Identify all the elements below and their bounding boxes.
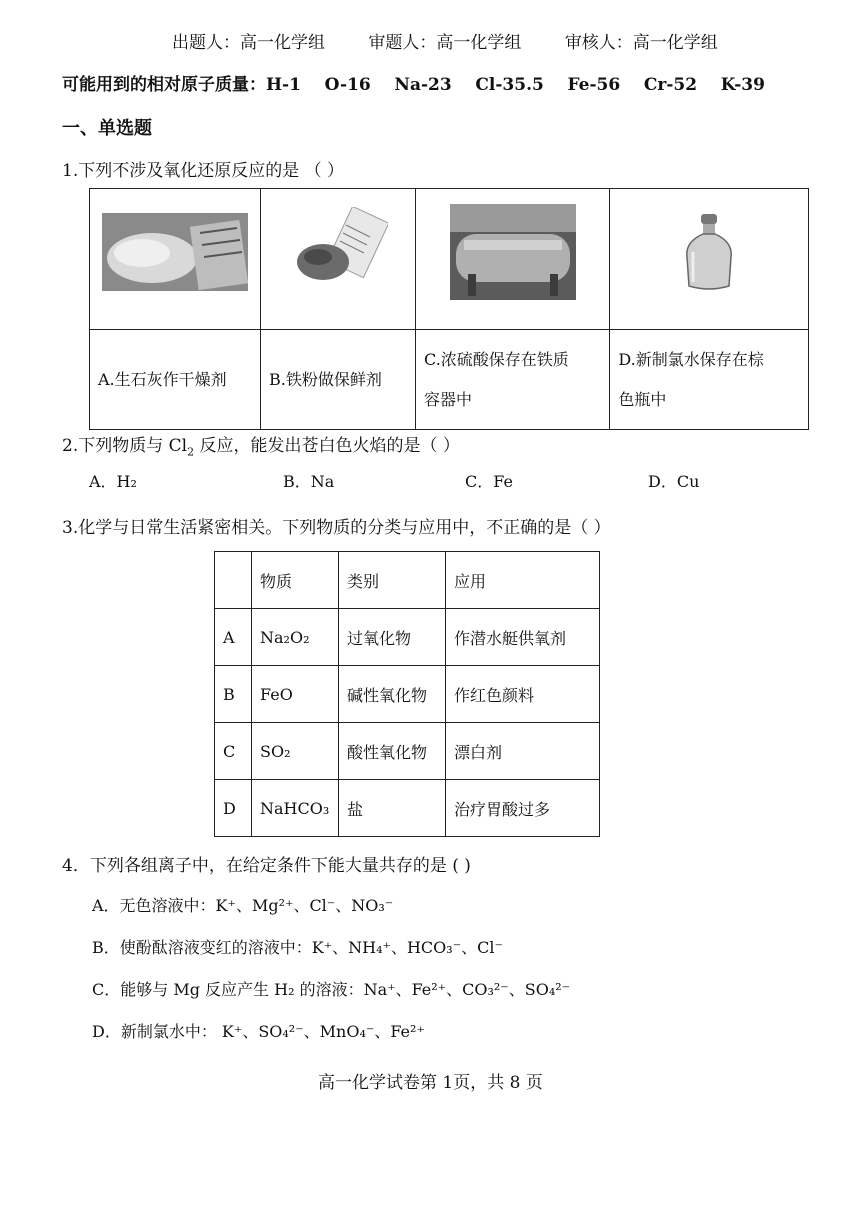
reviewer-text: 审题人：高一化学组 <box>368 33 522 53</box>
q1-image-cell-a <box>90 189 261 330</box>
table-row: C SO₂ 酸性氧化物 漂白剂 <box>215 723 600 780</box>
q1-option-c: C.浓硫酸保存在铁质 容器中 <box>416 330 610 430</box>
q1-option-d: D.新制氯水保存在棕 色瓶中 <box>610 330 809 430</box>
q1-image-cell-b <box>260 189 415 330</box>
q1-image-cell-d <box>610 189 809 330</box>
table-row: D NaHCO₃ 盐 治疗胃酸过多 <box>215 780 600 837</box>
q2-option-a: A．H₂ <box>89 472 137 491</box>
brown-bottle-image <box>679 212 739 292</box>
q4-option-a: A．无色溶液中：K⁺、Mg²⁺、Cl⁻、NO₃⁻ <box>92 896 394 915</box>
table-header-row: 物质 类别 应用 <box>215 552 600 609</box>
atomic-masses: 可能用到的相对原子质量：H-1 O-16 Na-23 Cl-35.5 Fe-56 Cr-52 K-39 <box>62 75 765 95</box>
iron-powder-packet-image <box>288 207 388 297</box>
checker-text: 审核人：高一化学组 <box>564 33 718 53</box>
q2-stem: 2.下列物质与 $Cl_2$ 反应，能发出苍白色火焰的是（ ） <box>62 436 460 459</box>
q3-stem: 3.化学与日常生活紧密相关。下列物质的分类与应用中，不正确的是（ ） <box>62 518 611 538</box>
table-row: A Na₂O₂ 过氧化物 作潜水艇供氧剂 <box>215 609 600 666</box>
q4-option-b: B．使酚酞溶液变红的溶液中：K⁺、NH₄⁺、HCO₃⁻、Cl⁻ <box>92 938 503 957</box>
q1-option-a: A.生石灰作干燥剂 <box>90 330 261 430</box>
q4-option-d: D．新制氯水中： K⁺、SO₄²⁻、MnO₄⁻、Fe²⁺ <box>92 1022 425 1041</box>
q3-table <box>214 551 600 837</box>
q4-option-c: C．能够与 Mg 反应产生 H₂ 的溶液：Na⁺、Fe²⁺、CO₃²⁻、SO₄²⁻ <box>92 980 571 999</box>
q2-option-c: C．Fe <box>465 472 513 491</box>
exam-header <box>172 28 756 53</box>
q1-table <box>89 188 809 430</box>
q1-stem: 1.下列不涉及氧化还原反应的是 （ ） <box>62 161 345 181</box>
page-footer: 高一化学试卷第 1页，共 8 页 <box>318 1073 543 1093</box>
setter-text: 出题人：高一化学组 <box>172 33 325 53</box>
q1-option-b: B.铁粉做保鲜剂 <box>260 330 415 430</box>
iron-tank-image <box>450 204 576 300</box>
quicklime-bag-image <box>102 213 248 291</box>
q1-image-cell-c <box>416 189 610 330</box>
section-title: 一、单选题 <box>62 118 152 139</box>
q2-option-d: D．Cu <box>648 472 700 491</box>
table-row: B FeO 碱性氧化物 作红色颜料 <box>215 666 600 723</box>
q4-stem: 4．下列各组离子中，在给定条件下能大量共存的是 ( ) <box>62 856 471 876</box>
q2-option-b: B．Na <box>283 472 335 491</box>
